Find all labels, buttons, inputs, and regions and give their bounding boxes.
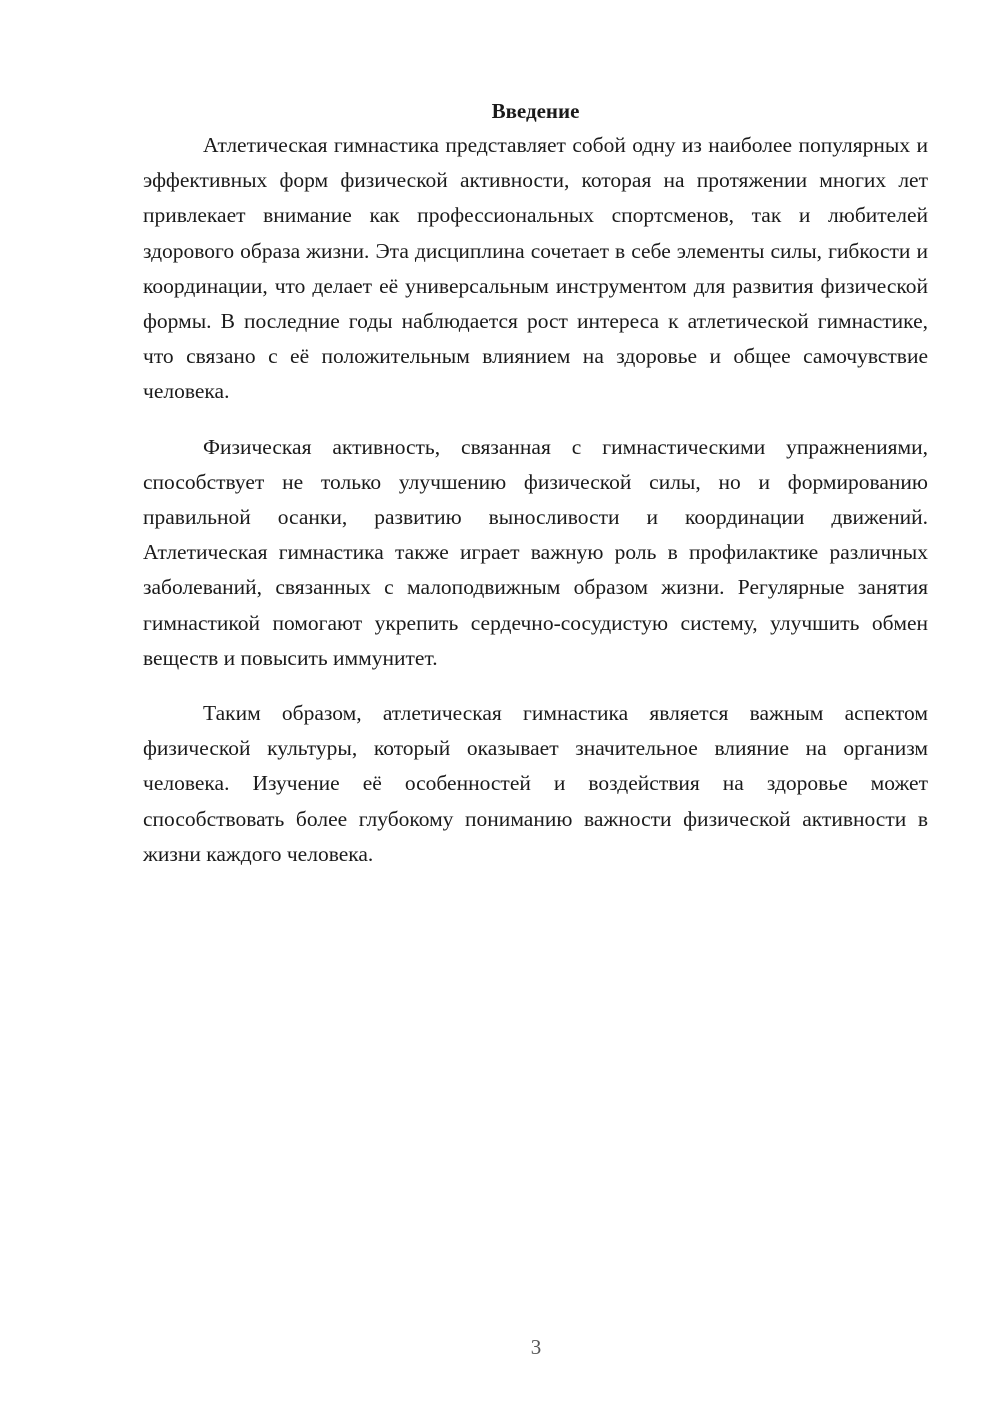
paragraph-1: Атлетическая гимнастика представляет собой одну из наиболее популярных и эффективных форм физической активности, которая на протяжении многих лет привлекает внимание как профессиональных спортсменов, так и любителей здорового образа жизни. Эта дисциплина сочетает в себе элементы силы, гибкости и координации, что делает её универсальным инструментом для развития физической формы. В последние годы наблюдается рост интереса к атлетической гимнастике, что связано с её положительным влиянием на здоровье и общее самочувствие человека. [143, 133, 928, 404]
paragraph-3: Таким образом, атлетическая гимнастика является важным аспектом физической культуры, который оказывает значительное влияние на организм человека. Изучение её особенностей и воздействия на здоровье может способствовать более глубокому пониманию важности физической активности в жизни каждого человека. [143, 701, 928, 866]
paragraph-2: Физическая активность, связанная с гимнастическими упражнениями, способствует не только улучшению физической силы, но и формированию правильной осанки, развитию выносливости и координации движений. Атлетическая гимнастика также играет важную роль в профилактике различных заболеваний, связанных с малоподвижным образом жизни. Регулярные занятия гимнастикой помогают укрепить сердечно-сосудистую систему, улучшить обмен веществ и повысить иммунитет. [143, 434, 928, 670]
page-number: 3 [530, 1335, 542, 1359]
document-body [143, 96, 928, 872]
section-heading: Введение [491, 99, 580, 123]
